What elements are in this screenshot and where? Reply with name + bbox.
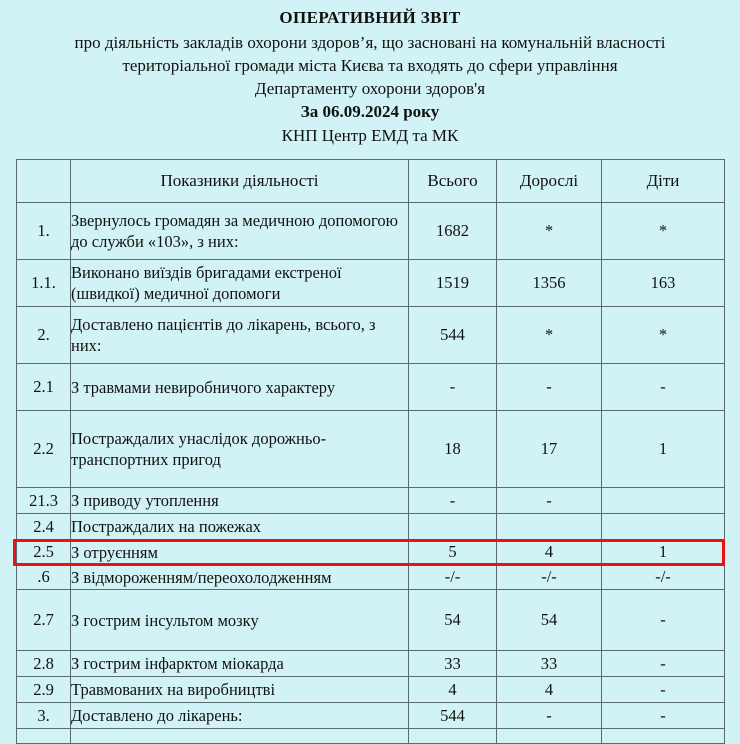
row-total-cell — [409, 514, 497, 540]
row-indicator-cell: Доставлено пацієнтів до лікарень, всього, з них: — [71, 307, 409, 364]
table-row — [17, 488, 725, 514]
column-header-number — [17, 160, 71, 203]
table-row — [17, 677, 725, 703]
row-number-cell — [17, 729, 71, 744]
report-table — [16, 159, 725, 744]
row-children-cell: 1 — [602, 411, 725, 488]
document-header — [0, 0, 740, 148]
row-number-cell: .6 — [17, 565, 71, 590]
row-indicator-cell: Доставлено до лікарень: — [71, 703, 409, 729]
table-row — [17, 565, 725, 590]
row-indicator-cell: З приводу утоплення — [71, 488, 409, 514]
row-children-cell — [602, 488, 725, 514]
column-header-adults: Дорослі — [497, 160, 602, 203]
row-number-cell: 2.9 — [17, 677, 71, 703]
row-indicator-cell: З відмороженням/переохолодженням — [71, 565, 409, 590]
row-total-cell: -/- — [409, 565, 497, 590]
subtitle-line-1: про діяльність закладів охорони здоров’я, що засновані на комунальній власності — [74, 33, 666, 52]
row-adults-cell: - — [497, 364, 602, 411]
row-total-cell: 544 — [409, 703, 497, 729]
column-header-indicator: Показники діяльності — [71, 160, 409, 203]
row-adults-cell: * — [497, 307, 602, 364]
row-total-cell: 4 — [409, 677, 497, 703]
table-row — [17, 514, 725, 540]
row-number-cell: 2.2 — [17, 411, 71, 488]
row-adults-cell: -/- — [497, 565, 602, 590]
table-row — [17, 651, 725, 677]
row-number-cell: 3. — [17, 703, 71, 729]
row-children-cell: - — [602, 677, 725, 703]
row-adults-cell: 4 — [497, 677, 602, 703]
table-row — [17, 590, 725, 651]
column-header-children: Діти — [602, 160, 725, 203]
row-indicator-cell: Виконано виїздів бригадами екстреної (швидкої) медичної допомоги — [71, 260, 409, 307]
report-date: За 06.09.2024 року — [300, 102, 440, 121]
row-total-cell: 1519 — [409, 260, 497, 307]
row-indicator-cell: Звернулось громадян за медичною допомогою до служби «103», з них: — [71, 203, 409, 260]
row-number-cell: 2.5 — [17, 540, 71, 565]
row-total-cell: 33 — [409, 651, 497, 677]
row-number-cell: 2.7 — [17, 590, 71, 651]
table-body — [17, 203, 725, 744]
table-row — [17, 540, 725, 565]
row-number-cell: 2. — [17, 307, 71, 364]
row-indicator-cell: Постраждалих на пожежах — [71, 514, 409, 540]
row-total-cell: 18 — [409, 411, 497, 488]
row-children-cell: -/- — [602, 565, 725, 590]
row-children-cell: - — [602, 590, 725, 651]
row-total-cell: 544 — [409, 307, 497, 364]
page-title: ОПЕРАТИВНИЙ ЗВІТ — [279, 8, 461, 27]
row-total-cell: 5 — [409, 540, 497, 565]
row-indicator-cell: З гострим інфарктом міокарда — [71, 651, 409, 677]
row-children-cell: 1 — [602, 540, 725, 565]
row-adults-cell: 54 — [497, 590, 602, 651]
row-adults-cell: - — [497, 703, 602, 729]
row-children-cell: - — [602, 364, 725, 411]
table-row — [17, 729, 725, 744]
row-adults-cell — [497, 514, 602, 540]
row-indicator-cell: З отруєнням — [71, 540, 409, 565]
row-adults-cell — [497, 729, 602, 744]
row-number-cell: 1. — [17, 203, 71, 260]
report-table-wrapper — [16, 159, 724, 744]
row-number-cell: 2.1 — [17, 364, 71, 411]
table-header-row — [17, 160, 725, 203]
table-row — [17, 364, 725, 411]
table-row — [17, 260, 725, 307]
row-indicator-cell — [71, 729, 409, 744]
row-total-cell: 54 — [409, 590, 497, 651]
row-children-cell: * — [602, 203, 725, 260]
row-total-cell: 1682 — [409, 203, 497, 260]
row-children-cell: * — [602, 307, 725, 364]
organization-name: КНП Центр ЕМД та МК — [281, 126, 459, 145]
row-adults-cell: 17 — [497, 411, 602, 488]
row-adults-cell: * — [497, 203, 602, 260]
row-children-cell — [602, 729, 725, 744]
row-total-cell: - — [409, 488, 497, 514]
row-number-cell: 2.4 — [17, 514, 71, 540]
row-number-cell: 21.3 — [17, 488, 71, 514]
row-adults-cell: - — [497, 488, 602, 514]
row-indicator-cell: Постраждалих унаслідок дорожньо-транспортних пригод — [71, 411, 409, 488]
subtitle-line-2: територіальної громади міста Києва та входять до сфери управління — [122, 56, 618, 75]
row-total-cell — [409, 729, 497, 744]
column-header-total: Всього — [409, 160, 497, 203]
subtitle-line-3: Департаменту охорони здоров'я — [254, 79, 486, 98]
row-adults-cell: 1356 — [497, 260, 602, 307]
row-indicator-cell: Травмованих на виробництві — [71, 677, 409, 703]
row-adults-cell: 4 — [497, 540, 602, 565]
row-children-cell — [602, 514, 725, 540]
row-number-cell: 1.1. — [17, 260, 71, 307]
row-children-cell: - — [602, 703, 725, 729]
row-children-cell: - — [602, 651, 725, 677]
table-header — [17, 160, 725, 203]
table-row — [17, 411, 725, 488]
row-indicator-cell: З гострим інсультом мозку — [71, 590, 409, 651]
row-children-cell: 163 — [602, 260, 725, 307]
row-total-cell: - — [409, 364, 497, 411]
table-row — [17, 203, 725, 260]
table-row — [17, 307, 725, 364]
row-adults-cell: 33 — [497, 651, 602, 677]
row-number-cell: 2.8 — [17, 651, 71, 677]
row-indicator-cell: З травмами невиробничого характеру — [71, 364, 409, 411]
